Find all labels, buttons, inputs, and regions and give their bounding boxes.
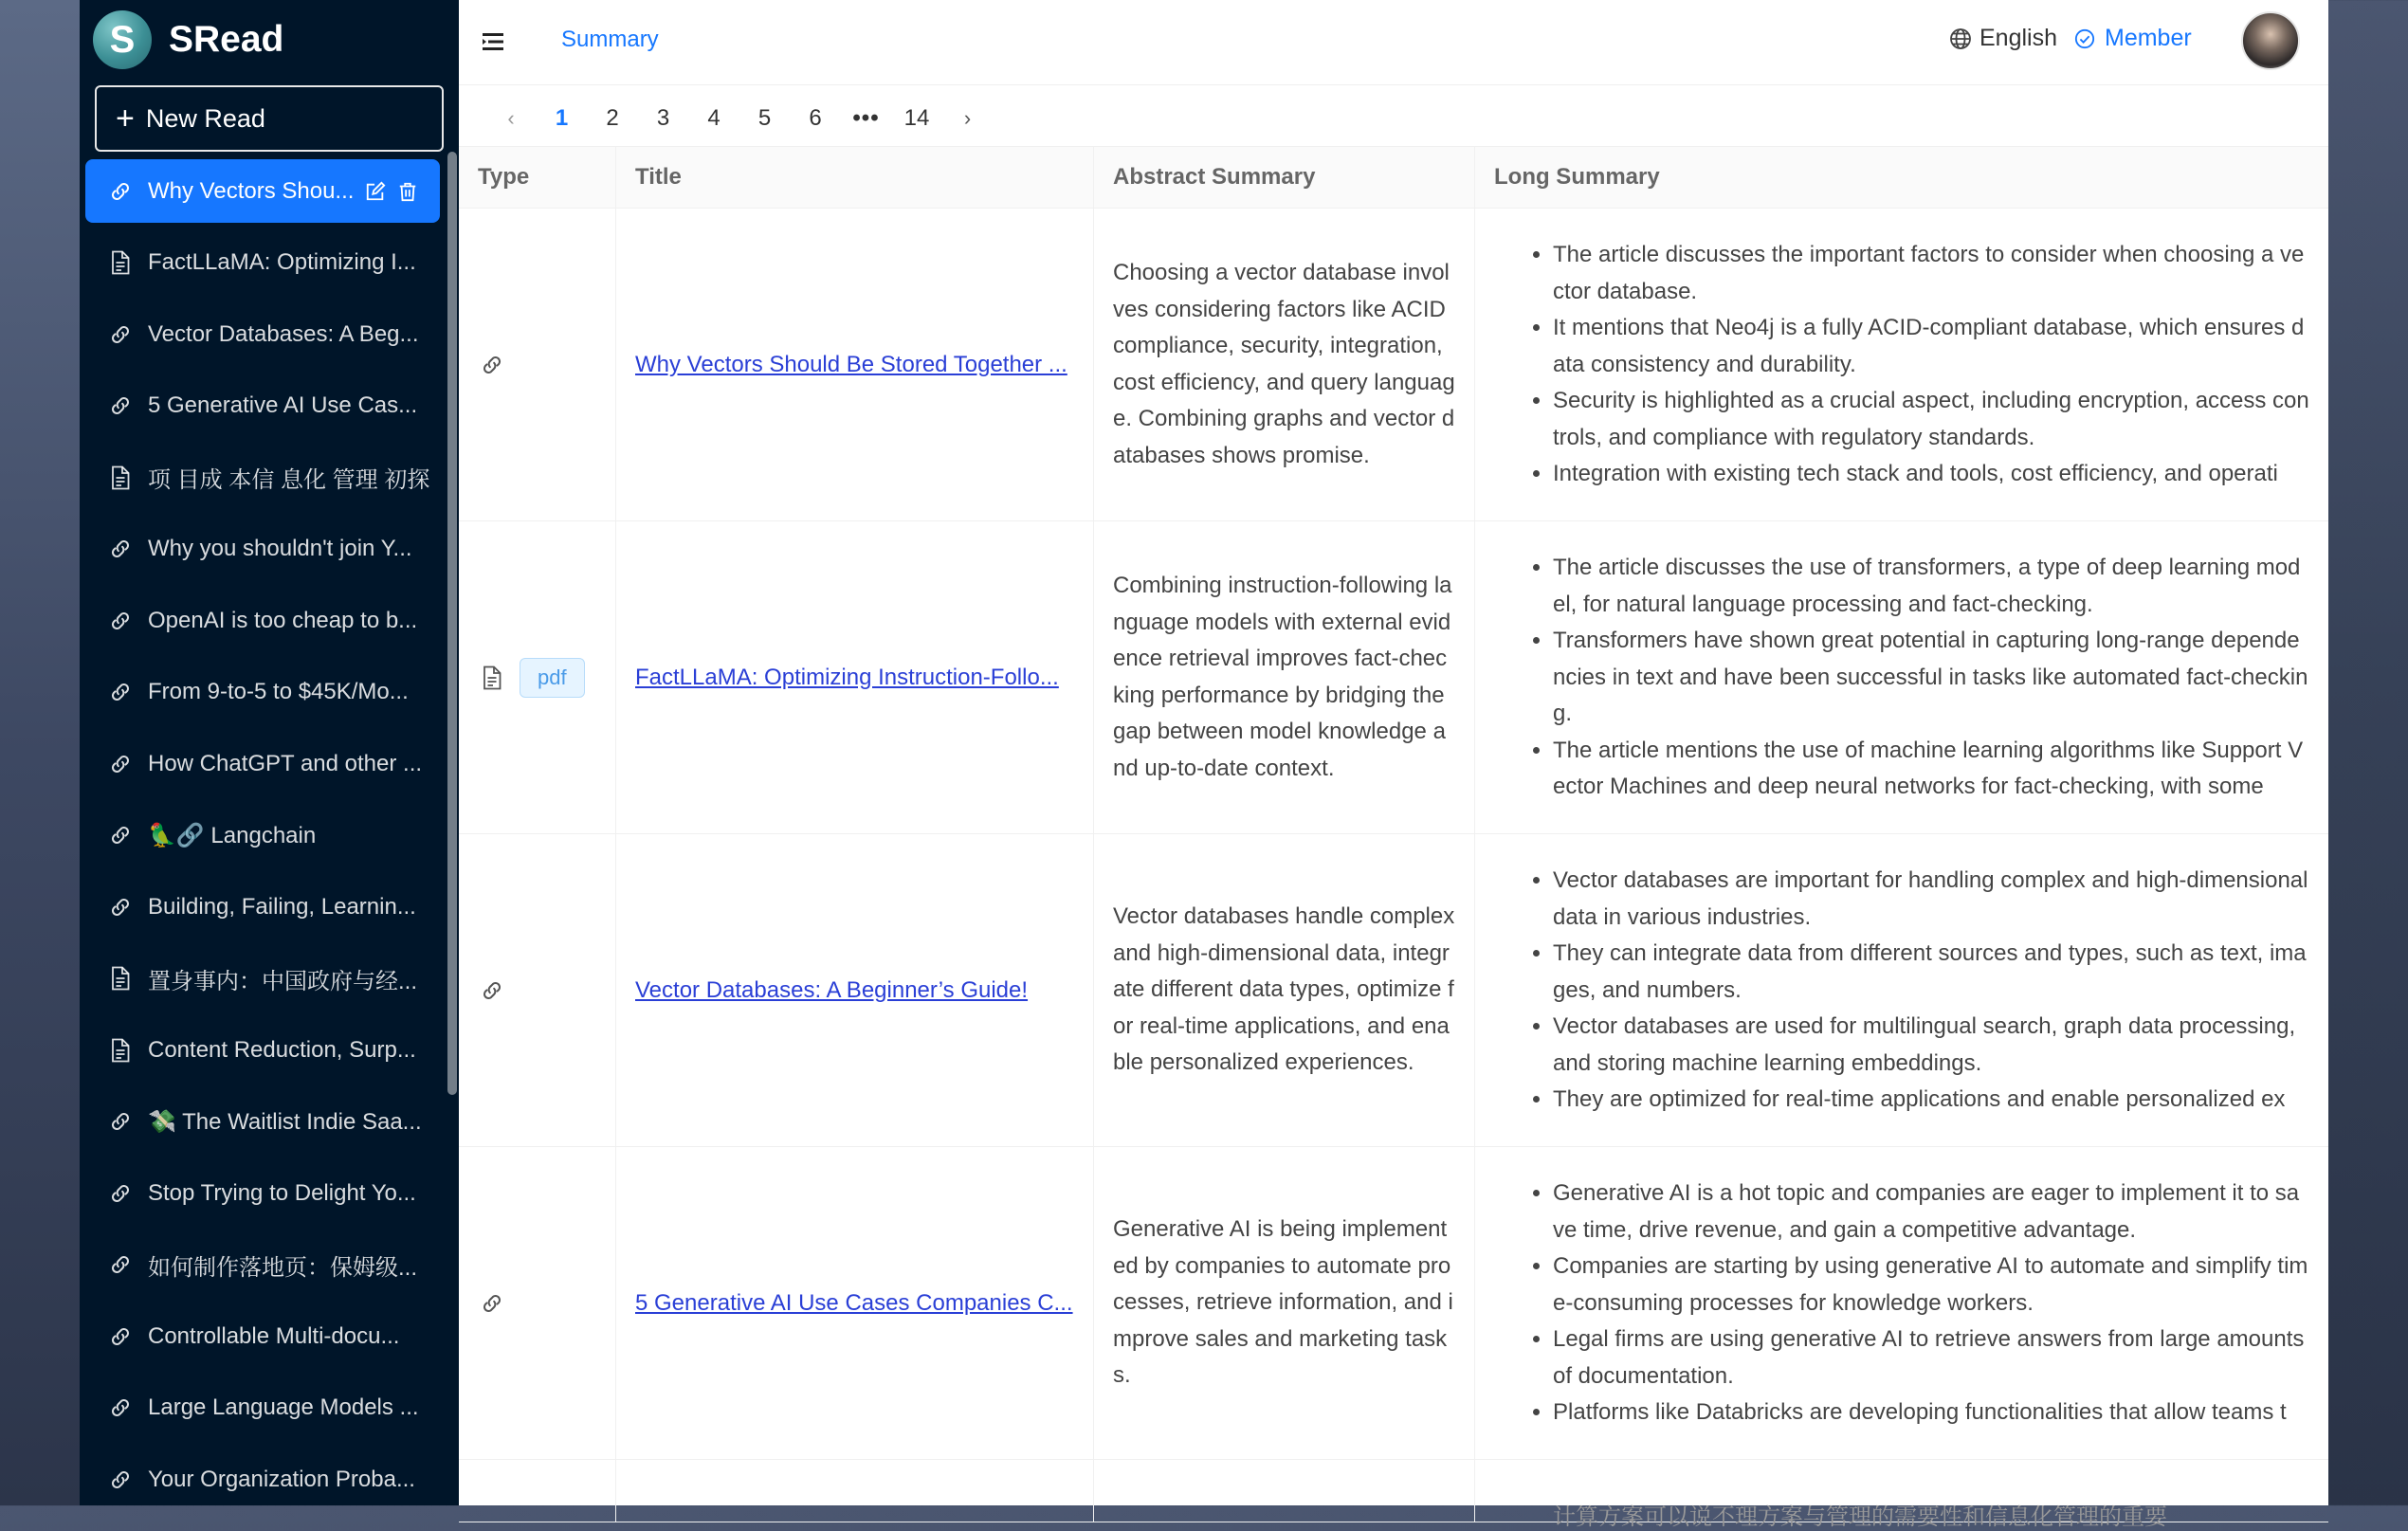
sidebar: [80, 0, 459, 1505]
long-summary-point: • Companies are starting by using generative AI to automate and simplify time-consuming processes for knowledge workers.: [1553, 1248, 2309, 1321]
abstract-summary-text: Vector databases handle complex and high-dimensional data, integrate different data types, optimize for real-time applications, and enable personalized experiences.: [1113, 903, 1455, 1076]
long-summary-point: • They are optimized for real-time applications and enable personalized ex: [1553, 1082, 2309, 1119]
link-icon: [106, 320, 135, 349]
sidebar-item[interactable]: [85, 1233, 440, 1297]
new-read-button[interactable]: [95, 85, 444, 152]
long-summary-point: • It mentions that Neo4j is a fully ACID-compliant database, which ensures data consistency and durability.: [1553, 310, 2309, 383]
type-cell: [459, 834, 616, 1146]
link-icon: [106, 678, 135, 706]
sidebar-item-label: Vector Databases: A Beg...: [148, 320, 419, 347]
sidebar-item[interactable]: [85, 1018, 440, 1082]
long-summary-point: • Security is highlighted as a crucial aspect, including encryption, access controls, and compliance with regulatory standards.: [1553, 383, 2309, 456]
long-summary-point: • The article discusses the important factors to consider when choosing a vector database.: [1553, 237, 2309, 310]
abstract-summary-cell: [1094, 209, 1475, 520]
sidebar-item-label: Content Reduction, Surp...: [148, 1036, 416, 1063]
long-summary-cell: [1475, 209, 2328, 520]
long-summary-cell: [1475, 834, 2328, 1146]
table-row: [459, 209, 2328, 521]
long-summary-list: [1494, 237, 2309, 492]
long-summary-point: • Vector databases are used for multilingual search, graph data processing, and storing machine learning embeddings.: [1553, 1009, 2309, 1082]
column-header[interactable]: Long Summary: [1494, 164, 1660, 190]
sidebar-item-label: 项 目成 本信 息化 管理 初探: [148, 467, 430, 493]
link-icon: [106, 177, 135, 206]
link-icon: [478, 351, 506, 379]
sidebar-scrollbar[interactable]: [447, 152, 457, 1095]
sidebar-item-label: How ChatGPT and other ...: [148, 750, 423, 776]
long-summary-point: • The article mentions the use of machine learning algorithms like Support Vector Machines and deep neural networks for fact-checking, with some: [1553, 733, 2309, 806]
long-summary-point: • Vector databases are important for handling complex and high-dimensional data in various industries.: [1553, 863, 2309, 936]
long-summary-list: [1494, 1176, 2309, 1431]
long-summary-point: • Transformers have shown great potential in capturing long-range dependencies in text and have been successful in tasks like automated fact-checking.: [1553, 623, 2309, 733]
sidebar-item-label: From 9-to-5 to $45K/Mo...: [148, 679, 409, 704]
abstract-summary-text: Choosing a vector database involves considering factors like ACID compliance, security, integration, cost efficiency, and query language. Combining graphs and vector databases shows promise.: [1113, 260, 1455, 468]
document-icon: [478, 664, 506, 692]
top-header: [459, 0, 2328, 85]
abstract-summary-text: Combining instruction-following language models with external evidence retrieval improves fact-checking performance by bridging the gap between model knowledge and up-to-date context.: [1113, 573, 1452, 781]
link-icon: [106, 750, 135, 778]
sidebar-item[interactable]: [85, 1161, 440, 1225]
link-icon: [106, 893, 135, 921]
long-summary-point: • Generative AI is a hot topic and companies are eager to implement it to save time, drive revenue, and gain a competitive advantage.: [1553, 1176, 2309, 1248]
delete-icon[interactable]: [392, 176, 423, 207]
column-header[interactable]: Type: [459, 147, 616, 208]
reading-list: [85, 159, 440, 1520]
sidebar-item[interactable]: [85, 732, 440, 795]
member-label: Member: [2105, 25, 2192, 51]
user-avatar[interactable]: [2241, 11, 2300, 70]
sidebar-item[interactable]: [85, 302, 440, 366]
long-summary-point: • They can integrate data from different sources and types, such as text, images, and numbers.: [1553, 936, 2309, 1009]
sidebar-item-label: FactLLaMA: Optimizing I...: [148, 249, 416, 275]
title-cell: [616, 1147, 1094, 1459]
sidebar-item-label: Why you shouldn't join Y...: [148, 536, 412, 561]
sidebar-item[interactable]: [85, 1448, 440, 1511]
breadcrumb[interactable]: Summary: [561, 27, 659, 52]
table-row-partial: [459, 1460, 2328, 1530]
member-button[interactable]: [2072, 25, 2192, 52]
abstract-summary-text: Generative AI is being implemented by companies to automate processes, retrieve information, and improve sales and marketing tasks.: [1113, 1216, 1453, 1389]
type-cell: [459, 209, 616, 520]
title-cell: [616, 209, 1094, 520]
pagination: [459, 91, 2328, 146]
page-button[interactable]: 4: [707, 105, 721, 131]
plus-icon: +: [116, 100, 135, 137]
table-row: [459, 834, 2328, 1147]
abstract-summary-cell: [1094, 834, 1475, 1146]
sidebar-item[interactable]: [85, 875, 440, 939]
table-body: [459, 209, 2328, 1460]
desktop-background: [0, 0, 80, 1505]
link-icon: [106, 821, 135, 849]
article-title-link[interactable]: Why Vectors Should Be Stored Together ...: [635, 351, 1067, 377]
language-label: English: [1979, 25, 2057, 51]
column-header[interactable]: Title: [616, 147, 1094, 208]
document-icon: [106, 464, 135, 492]
new-read-label: New Read: [145, 103, 265, 133]
sidebar-item-label: 🦜🔗 Langchain: [148, 822, 317, 848]
file-type-tag: pdf: [520, 658, 585, 698]
sidebar-item[interactable]: [85, 518, 440, 581]
more-pages-button[interactable]: •••: [852, 105, 880, 131]
sidebar-item[interactable]: [85, 661, 440, 724]
page-button[interactable]: 6: [809, 105, 822, 131]
edit-icon[interactable]: [360, 176, 391, 207]
prev-page-icon[interactable]: ‹: [507, 106, 515, 130]
sidebar-item[interactable]: [85, 947, 440, 1011]
sidebar-item[interactable]: [85, 446, 440, 509]
long-summary-point: • Legal firms are using generative AI to retrieve answers from large amounts of documentation.: [1553, 1321, 2309, 1394]
document-icon: [106, 248, 135, 277]
next-page-icon[interactable]: ›: [963, 106, 972, 130]
abstract-summary-cell: [1094, 1147, 1475, 1459]
sidebar-item-label: Why Vectors Shou...: [148, 177, 355, 204]
sidebar-item-label: Large Language Models ...: [148, 1394, 419, 1420]
last-page-button[interactable]: 14: [903, 105, 930, 131]
sidebar-item-label: Your Organization Proba...: [148, 1466, 415, 1492]
main-content: [459, 0, 2328, 1530]
app-logo: S: [93, 10, 152, 69]
page-button[interactable]: 5: [757, 105, 772, 131]
link-icon: [106, 1179, 135, 1208]
menu-fold-icon[interactable]: [478, 25, 512, 59]
link-icon: [106, 392, 135, 420]
link-icon: [106, 1250, 135, 1279]
long-summary-point: • Platforms like Databricks are developing functionalities that allow teams t: [1553, 1394, 2309, 1431]
link-icon: [106, 607, 135, 635]
document-icon: [106, 964, 135, 993]
link-icon: [106, 1107, 135, 1136]
long-summary-list: [1494, 863, 2309, 1118]
link-icon: [106, 1466, 135, 1494]
sidebar-item[interactable]: [85, 374, 440, 438]
table-row: [459, 1147, 2328, 1460]
sidebar-item[interactable]: [85, 1304, 440, 1368]
sidebar-item-label: Stop Trying to Delight Yo...: [148, 1179, 416, 1206]
sidebar-item-label: OpenAI is too cheap to b...: [148, 607, 418, 633]
link-icon: [106, 535, 135, 563]
link-icon: [478, 976, 506, 1005]
sidebar-item-label: 💸 The Waitlist Indie Saa...: [148, 1108, 422, 1135]
language-switcher[interactable]: [1947, 25, 2057, 52]
long-summary-cell: [1475, 1147, 2328, 1459]
type-cell: [459, 521, 616, 833]
link-icon: [106, 1394, 135, 1422]
sidebar-item[interactable]: [85, 159, 440, 223]
long-summary-cell: [1475, 521, 2328, 833]
sidebar-item-label: Building, Failing, Learnin...: [148, 893, 416, 920]
sidebar-item[interactable]: [85, 589, 440, 652]
long-summary-point: • The article discusses the use of transformers, a type of deep learning model, for natural language processing and fact-checking.: [1553, 550, 2309, 623]
partial-row-text: 计算方案可以说不理方案与管理的需要性和信息化管理的重要: [1553, 1504, 2167, 1530]
type-cell: [459, 1147, 616, 1459]
brand[interactable]: [93, 9, 283, 70]
sidebar-item[interactable]: [85, 231, 440, 295]
article-title-link[interactable]: FactLLaMA: Optimizing Instruction-Follo...: [635, 664, 1059, 690]
link-icon: [106, 1322, 135, 1351]
document-icon: [106, 1036, 135, 1065]
long-summary-point: • Integration with existing tech stack and tools, cost efficiency, and operati: [1553, 456, 2309, 493]
sidebar-item-label: 如何制作落地页：保姆级...: [148, 1254, 418, 1281]
column-header[interactable]: Abstract Summary: [1094, 147, 1475, 208]
long-summary-list: [1494, 550, 2309, 805]
page-button[interactable]: 3: [656, 105, 670, 131]
page-button[interactable]: 1: [555, 105, 569, 131]
table-row: [459, 521, 2328, 834]
abstract-summary-cell: [1094, 521, 1475, 833]
title-cell: [616, 834, 1094, 1146]
sidebar-item-label: 置身事内：中国政府与经...: [148, 968, 418, 994]
link-icon: [478, 1289, 506, 1318]
app-name: SRead: [169, 19, 284, 60]
title-cell: [616, 521, 1094, 833]
sidebar-item-label: Controllable Multi-docu...: [148, 1322, 400, 1349]
article-title-link[interactable]: Vector Databases: A Beginner’s Guide!: [635, 976, 1029, 1003]
globe-icon: [1947, 26, 1974, 52]
sidebar-item-label: 5 Generative AI Use Cas...: [148, 392, 418, 418]
table-header: [459, 146, 2328, 209]
page-button[interactable]: 2: [606, 105, 619, 131]
article-title-link[interactable]: 5 Generative AI Use Cases Companies C...: [635, 1289, 1073, 1316]
summary-table: [459, 146, 2328, 1530]
check-circle-icon: [2072, 27, 2097, 51]
sidebar-item[interactable]: [85, 804, 440, 867]
sidebar-item[interactable]: [85, 1090, 440, 1154]
sidebar-item[interactable]: [85, 1376, 440, 1440]
